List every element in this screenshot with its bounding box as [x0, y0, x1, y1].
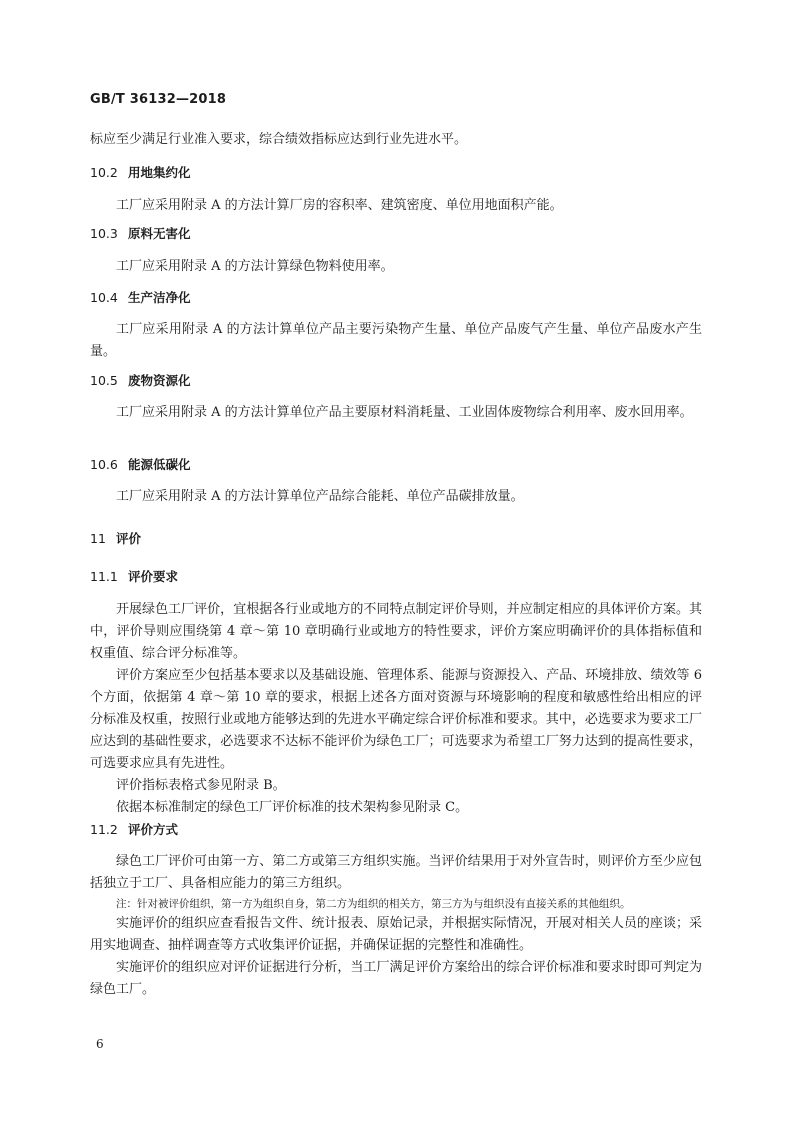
section-11-2-body: [90, 851, 702, 1001]
section-10-5-heading: [90, 372, 702, 390]
section-10-3-heading: [90, 225, 702, 243]
paragraph-text: 实施评价的组织应查看报告文件、统计报表、原始记录，并根据实际情况，开展对相关人员的座谈；采用实地调查、抽样调查等方式收集评价证据，并确保证据的完整性和准确性。: [90, 916, 702, 953]
section-11-1-body: [90, 599, 702, 819]
section-number: 11.2: [90, 822, 118, 837]
chapter-title: 评价: [116, 531, 142, 546]
note-text: 注：针对被评价组织，第一方为组织自身，第二方为组织的相关方，第三方为与组织没有直接关系的其他组织。: [116, 898, 631, 910]
paragraph-text: 标应至少满足行业准入要求，综合绩效指标应达到行业先进水平。: [90, 132, 468, 147]
paragraph-text: 开展绿色工厂评价，宜根据各行业或地方的不同特点制定评价导则，并应制定相应的具体评价方案。其中，评价导则应围绕第 4 章～第 10 章明确行业或地方的特性要求，评价方案应明确评价的具体指标值和权重值、综合评分标准等。: [90, 602, 702, 661]
section-title: 评价要求: [128, 569, 179, 584]
section-title: 能源低碳化: [128, 457, 191, 472]
section-11-1-heading: [90, 568, 702, 586]
chapter-number: 11: [90, 531, 106, 546]
section-title: 用地集约化: [128, 165, 191, 180]
section-10-4-text: [90, 319, 702, 363]
intro-paragraph: [90, 129, 702, 151]
section-10-6-heading: [90, 456, 702, 474]
paragraph-text: 评价方案应至少包括基本要求以及基础设施、管理体系、能源与资源投入、产品、环境排放、绩效等 6 个方面，依据第 4 章～第 10 章的要求，根据上述各方面对资源与环境影响的程度和敏感性给出相应的评分标准及权重，按照行业或地方能够达到的先进水平确定综合评价标准和要求。其中，必选要求为要求工厂应达到的基础性要求，必选要求不达标不能评价为绿色工厂；可选要求为希望工厂努力达到的提高性要求，可选要求应具有先进性。: [90, 668, 702, 771]
paragraph-text: 工厂应采用附录 A 的方法计算绿色物料使用率。: [116, 259, 394, 274]
paragraph-text: 依据本标准制定的绿色工厂评价标准的技术架构参见附录 C。: [116, 800, 469, 815]
section-title: 生产洁净化: [128, 290, 191, 305]
standard-code-header: GB/T 36132—2018: [90, 92, 227, 107]
section-number: 10.6: [90, 457, 118, 472]
section-10-6-text: [90, 486, 702, 508]
section-number: 11.1: [90, 569, 118, 584]
chapter-11-heading: [90, 530, 702, 548]
section-title: 评价方式: [128, 822, 179, 837]
section-number: 10.4: [90, 290, 118, 305]
section-title: 原料无害化: [128, 226, 191, 241]
section-10-4-heading: [90, 289, 702, 307]
section-10-2-heading: [90, 164, 702, 182]
section-number: 10.5: [90, 373, 118, 388]
paragraph-text: 工厂应采用附录 A 的方法计算单位产品主要污染物产生量、单位产品废气产生量、单位产品废水产生量。: [90, 322, 702, 359]
paragraph-text: 实施评价的组织应对评价证据进行分析，当工厂满足评价方案给出的综合评价标准和要求时即可判定为绿色工厂。: [90, 960, 702, 997]
section-11-2-heading: [90, 821, 702, 839]
paragraph-text: 工厂应采用附录 A 的方法计算单位产品主要原材料消耗量、工业固体废物综合利用率、废水回用率。: [116, 405, 693, 420]
page-number: 6: [96, 1037, 104, 1051]
paragraph-text: 工厂应采用附录 A 的方法计算厂房的容积率、建筑密度、单位用地面积产能。: [116, 198, 563, 213]
section-number: 10.3: [90, 226, 118, 241]
paragraph-text: 评价指标表格式参见附录 B。: [116, 778, 286, 793]
section-10-2-text: [90, 195, 702, 217]
section-number: 10.2: [90, 165, 118, 180]
section-title: 废物资源化: [128, 373, 191, 388]
paragraph-text: 绿色工厂评价可由第一方、第二方或第三方组织实施。当评价结果用于对外宣告时，则评价方至少应包括独立于工厂、具备相应能力的第三方组织。: [90, 854, 702, 891]
section-10-5-text: [90, 402, 702, 424]
paragraph-text: 工厂应采用附录 A 的方法计算单位产品综合能耗、单位产品碳排放量。: [116, 489, 524, 504]
section-10-3-text: [90, 256, 702, 278]
